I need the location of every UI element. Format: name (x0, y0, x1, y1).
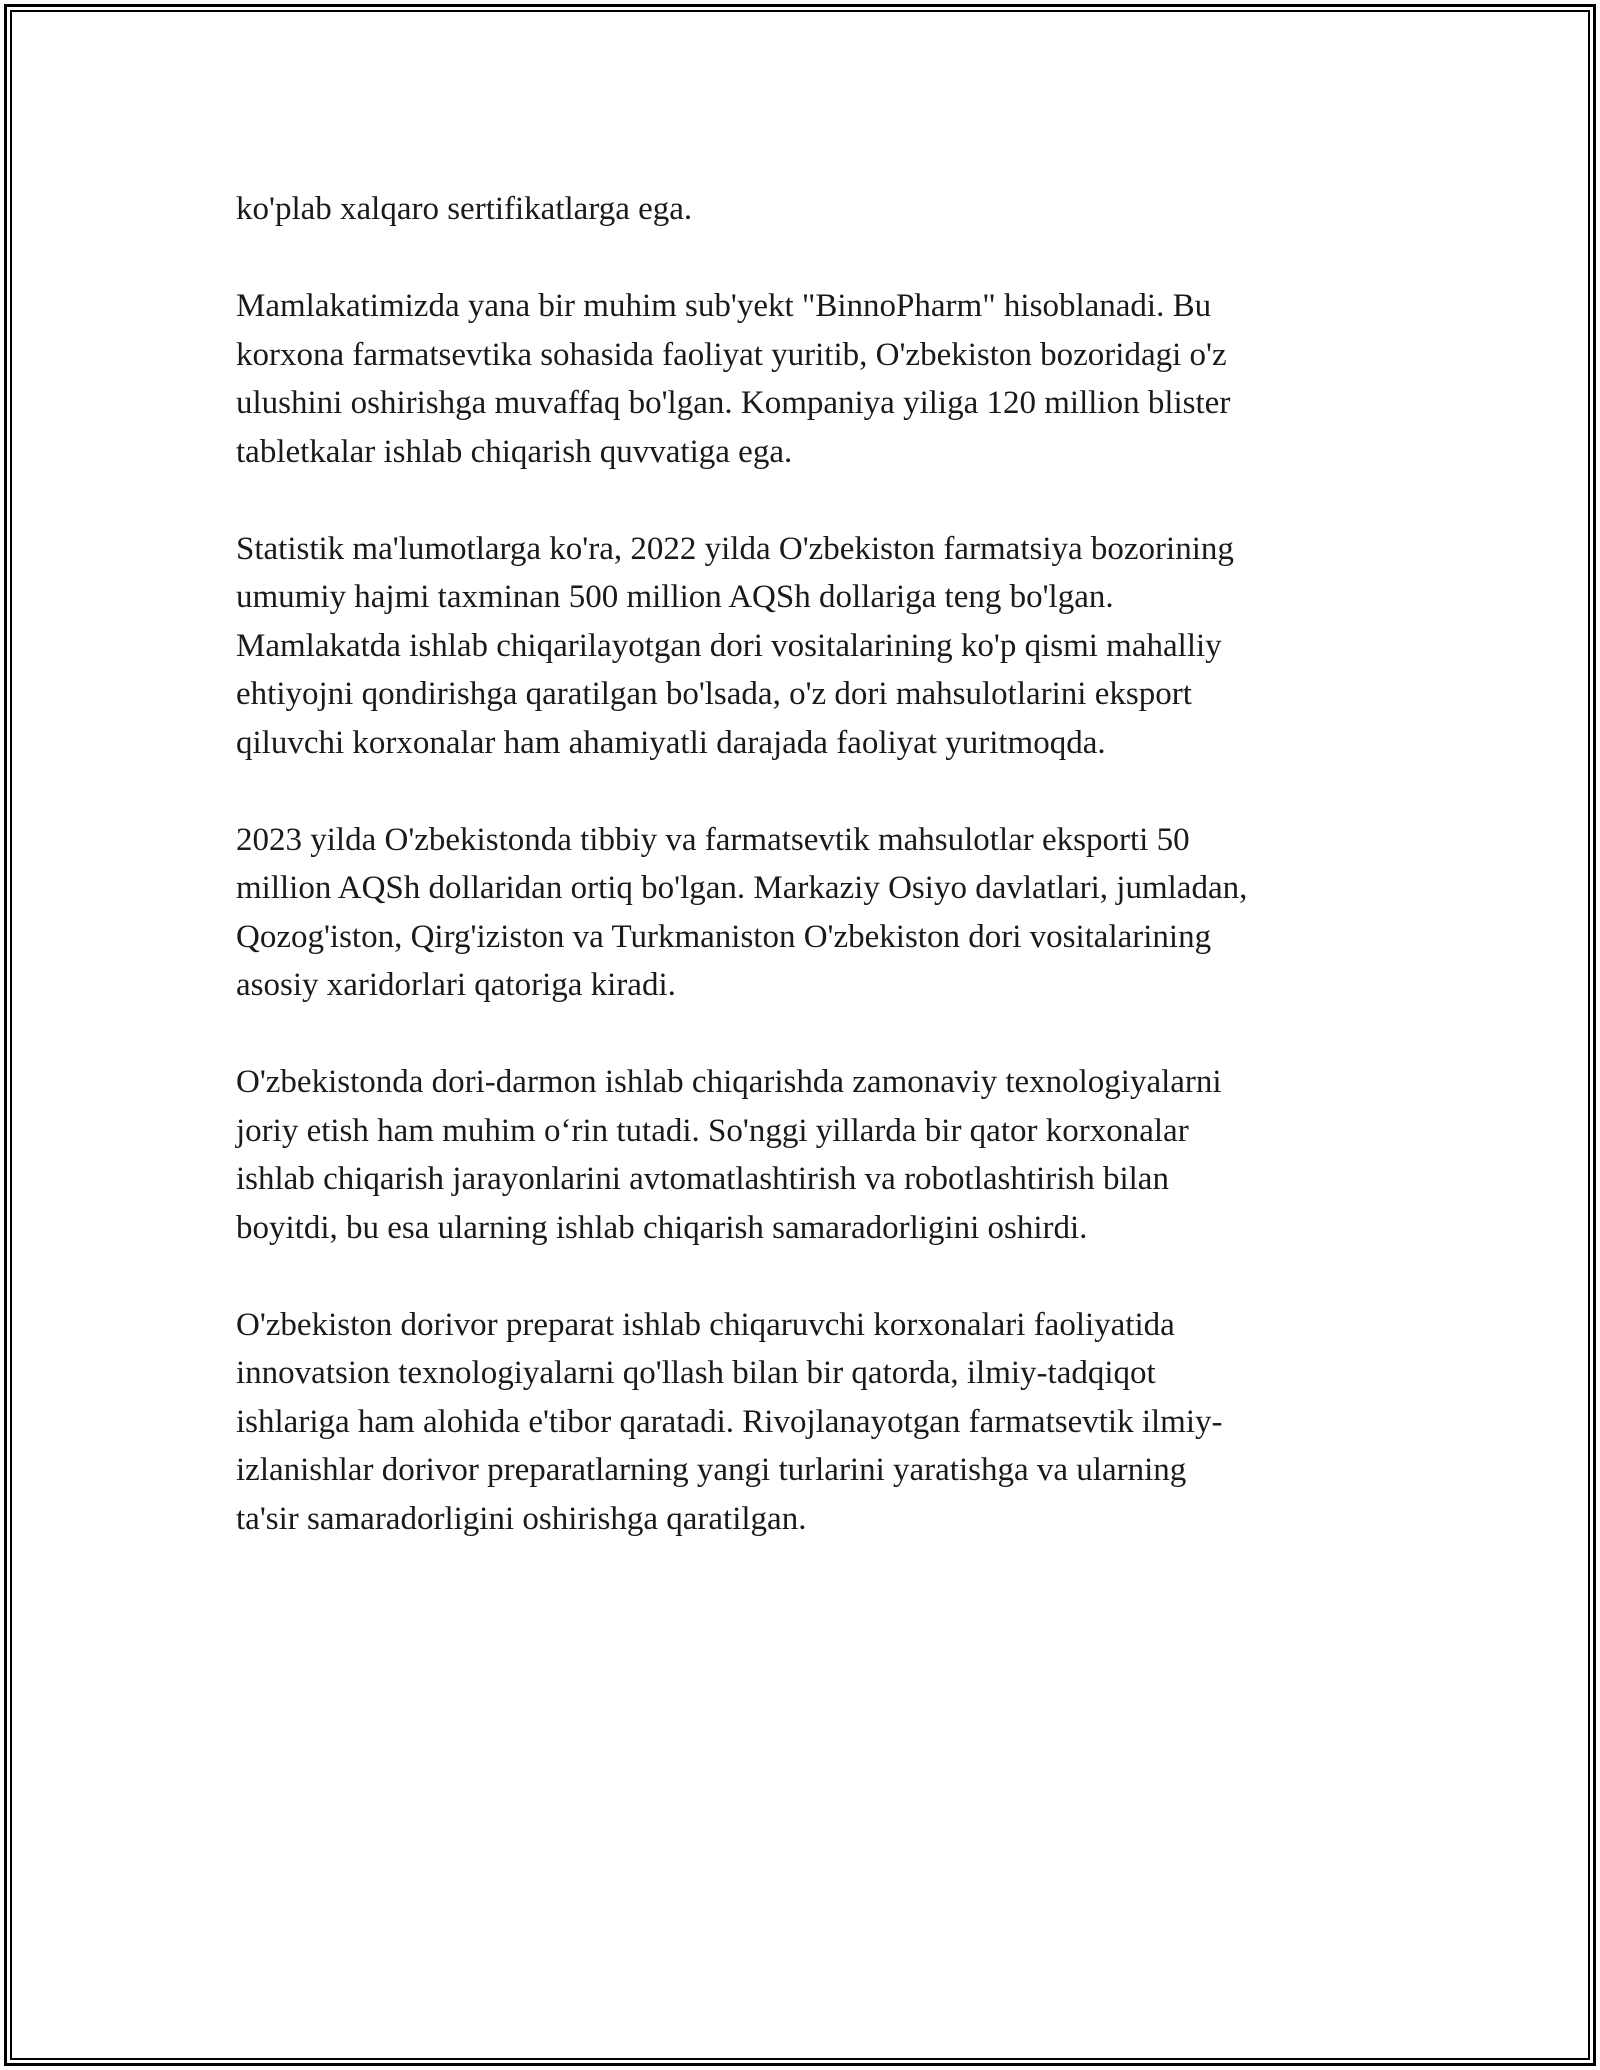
text-line: boyitdi, bu esa ularning ishlab chiqarish samaradorligini oshirdi. (236, 1209, 1088, 1246)
text-line: ehtiyojni qondirishga qaratilgan bo'lsada, o'z dori mahsulotlarini eksport (236, 676, 1192, 712)
text-line: Statistik ma'lumotlarga ko'ra, 2022 yilda O'zbekiston farmatsiya bozorining (236, 530, 1234, 567)
document-body (236, 185, 1376, 1592)
text-line: ishlariga ham alohida e'tibor qaratadi. Rivojlanayotgan farmatsevtik ilmiy- (236, 1403, 1223, 1440)
text-line: umumiy hajmi taxminan 500 million AQSh dollariga teng bo'lgan. (236, 579, 1114, 615)
text-line: O'zbekistonda dori-darmon ishlab chiqarishda zamonaviy texnologiyalarni (236, 1064, 1222, 1100)
paragraph-market-statistics (236, 525, 1376, 768)
text-line: tabletkalar ishlab chiqarish quvvatiga ega. (236, 433, 793, 470)
text-line: Mamlakatda ishlab chiqarilayotgan dori vositalarining ko'p qismi mahalliy (236, 627, 1222, 664)
paragraph-binnopharm (236, 282, 1376, 476)
text-line: ko'plab xalqaro sertifikatlarga ega. (236, 191, 693, 227)
text-line: Qozog'iston, Qirg'iziston va Turkmaniston O'zbekiston dori vositalarining (236, 918, 1212, 955)
text-line: innovatsion texnologiyalarni qo'llash bilan bir qatorda, ilmiy-tadqiqot (236, 1355, 1156, 1391)
text-line: qiluvchi korxonalar ham ahamiyatli darajada faoliyat yuritmoqda. (236, 724, 1106, 761)
text-line: korxona farmatsevtika sohasida faoliyat yuritib, O'zbekiston bozoridagi o'z (236, 336, 1227, 373)
text-line: Mamlakatimizda yana bir muhim sub'yekt "BinnoPharm" hisoblanadi. Bu (236, 288, 1212, 324)
text-line: O'zbekiston dorivor preparat ishlab chiqaruvchi korxonalari faoliyatida (236, 1306, 1175, 1343)
text-line: asosiy xaridorlari qatoriga kiradi. (236, 967, 676, 1003)
paragraph-innovation-research (236, 1301, 1376, 1544)
text-line: 2023 yilda O'zbekistonda tibbiy va farmatsevtik mahsulotlar eksporti 50 (236, 821, 1190, 858)
paragraph-modern-technologies (236, 1058, 1376, 1252)
text-line: ishlab chiqarish jarayonlarini avtomatlashtirish va robotlashtirish bilan (236, 1161, 1169, 1197)
text-line: million AQSh dollaridan ortiq bo'lgan. Markaziy Osiyo davlatlari, jumladan, (236, 870, 1248, 906)
text-line: joriy etish ham muhim o‘rin tutadi. So'nggi yillarda bir qator korxonalar (236, 1112, 1189, 1149)
text-line: ulushini oshirishga muvaffaq bo'lgan. Kompaniya yiliga 120 million blister (236, 385, 1231, 421)
paragraph-exports-2023 (236, 816, 1376, 1010)
text-line: izlanishlar dorivor preparatlarning yangi turlarini yaratishga va ularning (236, 1452, 1187, 1488)
paragraph-certificates (236, 185, 1376, 234)
text-line: ta'sir samaradorligini oshirishga qaratilgan. (236, 1500, 807, 1537)
